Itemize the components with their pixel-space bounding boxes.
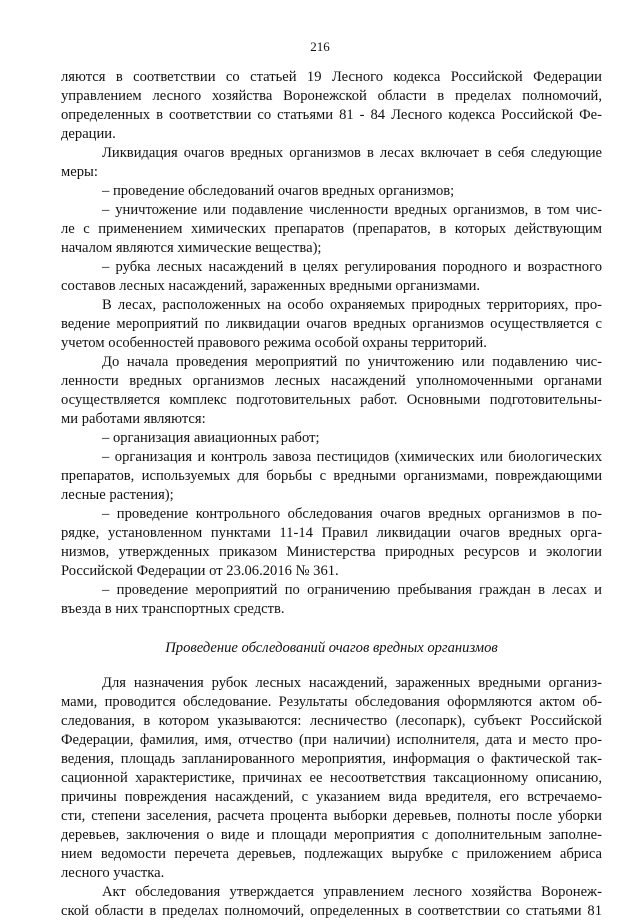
paragraph-line: Акт обследования утверждается управлением лесного хозяйства Воронеж- bbox=[102, 884, 602, 900]
text-line: определенных в соответствии со статьями 81 - 84 Лесного кодекса Российской Фе- bbox=[61, 107, 602, 123]
text-line: причины повреждения насаждений, с указанием вида вредителя, его встречаемо- bbox=[61, 789, 602, 805]
text-line: сационной характеристике, причинах ее несоответствия таксационному описанию, bbox=[61, 770, 602, 786]
text-line: осуществляется комплекс подготовительных работ. Основными подготовительны- bbox=[61, 392, 602, 408]
text-line: рядке, установленном пунктами 11-14 Правил ликвидации очагов вредных орга- bbox=[61, 525, 602, 541]
text-line: ляются в соответствии со статьей 19 Лесного кодекса Российской Федерации bbox=[61, 69, 602, 85]
paragraph-line: В лесах, расположенных на особо охраняемых природных территориях, про- bbox=[102, 297, 602, 313]
list-item: – рубка лесных насаждений в целях регулирования породного и возрастного bbox=[102, 259, 602, 275]
text-line: меры: bbox=[61, 164, 98, 180]
text-line: лесного участка. bbox=[61, 865, 165, 881]
text-line: мами, проводится обследование. Результаты обследования оформляются актом об- bbox=[61, 694, 602, 710]
list-item: – уничтожение или подавление численности вредных организмов, в том чис- bbox=[102, 202, 602, 218]
text-line: ведения, площадь запланированного мероприятия, информация о фактической так- bbox=[61, 751, 602, 767]
document-body bbox=[61, 68, 602, 921]
text-line: составов лесных насаждений, зараженных вредными организмами. bbox=[61, 278, 481, 294]
text-line: Ликвидация очагов вредных организмов в лесах включает в себя следующие bbox=[102, 145, 602, 161]
text-line: дерации. bbox=[61, 126, 116, 142]
text-line: Российской Федерации от 23.06.2016 № 361. bbox=[61, 563, 339, 579]
text-line: ведение мероприятий по ликвидации очагов вредных организмов осуществляется с bbox=[61, 316, 602, 332]
text-line: ленности вредных организмов лесных насаждений уполномоченными органами bbox=[61, 373, 602, 389]
paragraph-line: Для назначения рубок лесных насаждений, зараженных вредными организ- bbox=[102, 675, 602, 691]
section-heading: Проведение обследований очагов вредных организмов bbox=[165, 640, 498, 656]
text-line: въезда в них транспортных средств. bbox=[61, 601, 285, 617]
text-line: учетом особенностей правового режима особой охраны территорий. bbox=[61, 335, 487, 351]
text-line: ской области в пределах полномочий, определенных в соответствии со статьями 81 bbox=[61, 903, 602, 919]
text-line: ми работами являются: bbox=[61, 411, 206, 427]
list-item: – организация и контроль завоза пестицидов (химических или биологических bbox=[102, 449, 602, 465]
text-line: Федерации, фамилия, имя, отчество (при наличии) исполнителя, дата и место про- bbox=[61, 732, 602, 748]
spacer bbox=[61, 658, 602, 674]
list-item: – проведение контрольного обследования очагов вредных организмов в по- bbox=[102, 506, 602, 522]
text-line: препаратов, используемых для борьбы с вредными организмами, повреждающими bbox=[61, 468, 602, 484]
text-line: низмов, утвержденных приказом Министерства природных ресурсов и экологии bbox=[61, 544, 602, 560]
text-line: ле с применением химических препаратов (препаратов, в которых действующим bbox=[61, 221, 602, 237]
text-line: управлением лесного хозяйства Воронежской области в пределах полномочий, bbox=[61, 88, 602, 104]
list-item: – организация авиационных работ; bbox=[102, 430, 320, 446]
page-number: 216 bbox=[310, 39, 330, 54]
list-item: – проведение мероприятий по ограничению пребывания граждан в лесах и bbox=[102, 582, 602, 598]
text-line: началом являются химические вещества); bbox=[61, 240, 322, 256]
text-line: следования, в котором указываются: лесничество (лесопарк), субъект Российской bbox=[61, 713, 602, 729]
text-line: сти, степени заселения, расчета процента выборки деревьев, полноты после уборки bbox=[61, 808, 602, 824]
text-line: нием ведомости перечета деревьев, подлежащих вырубке с приложением абриса bbox=[61, 846, 602, 862]
paragraph-line: До начала проведения мероприятий по уничтожению или подавлению чис- bbox=[102, 354, 602, 370]
list-item: – проведение обследований очагов вредных организмов; bbox=[102, 183, 455, 199]
text-line: лесные растения); bbox=[61, 487, 174, 503]
spacer bbox=[61, 619, 602, 639]
text-line: деревьев, заключения о виде и площади мероприятия с дополнительным заполне- bbox=[61, 827, 602, 843]
